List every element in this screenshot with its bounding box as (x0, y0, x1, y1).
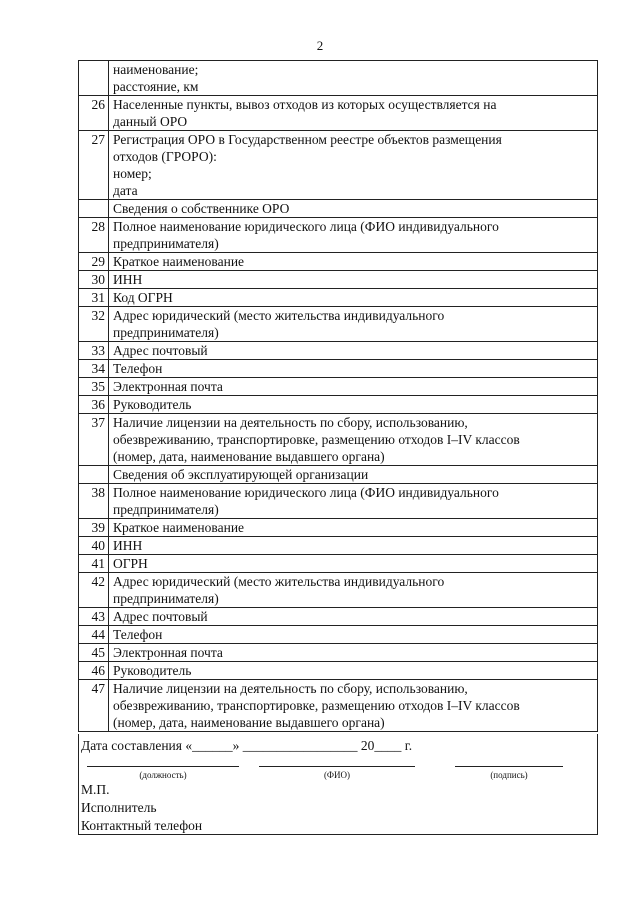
row-number (79, 61, 109, 95)
table-row (79, 396, 597, 414)
field-label-line: предпринимателя) (113, 236, 219, 251)
row-field-label (109, 662, 597, 679)
table-row (79, 484, 597, 519)
row-field-label (109, 573, 597, 607)
field-label-line: предпринимателя) (113, 591, 219, 606)
field-label-line: данный ОРО (113, 114, 188, 129)
stamp-label: М.П. (81, 782, 110, 797)
row-field-label (109, 626, 597, 643)
row-number (79, 200, 109, 217)
field-label-line: Адрес юридический (место жительства индивидуального (113, 574, 445, 589)
field-label-line: расстояние, км (113, 79, 199, 94)
field-label-line: ОГРН (113, 556, 148, 571)
fio-line[interactable] (259, 766, 415, 767)
row-number: 36 (79, 396, 109, 413)
row-number: 38 (79, 484, 109, 518)
row-number: 39 (79, 519, 109, 536)
row-field-label (109, 396, 597, 413)
row-number: 42 (79, 573, 109, 607)
table-row (79, 466, 597, 484)
table-row (79, 414, 597, 466)
table-row (79, 342, 597, 360)
row-number: 37 (79, 414, 109, 465)
position-caption: (должность) (139, 770, 187, 780)
table-row (79, 537, 597, 555)
form-footer (78, 734, 598, 835)
table-row (79, 289, 597, 307)
row-number: 34 (79, 360, 109, 377)
row-field-label (109, 414, 597, 465)
field-label-line: Регистрация ОРО в Государственном реестре объектов размещения (113, 132, 502, 147)
field-label-line: Адрес почтовый (113, 343, 208, 358)
table-row (79, 519, 597, 537)
field-label-line: ИНН (113, 272, 143, 287)
executor-label: Исполнитель (81, 800, 157, 815)
row-field-label (109, 271, 597, 288)
row-field-label (109, 61, 597, 95)
row-field-label (109, 96, 597, 130)
field-label-line: Адрес почтовый (113, 609, 208, 624)
table-row (79, 218, 597, 253)
table-row (79, 662, 597, 680)
field-label-line: Адрес юридический (место жительства индивидуального (113, 308, 445, 323)
table-row (79, 644, 597, 662)
row-field-label (109, 484, 597, 518)
row-number: 45 (79, 644, 109, 661)
field-label-line: Наличие лицензии на деятельность по сбору, использованию, (113, 415, 468, 430)
field-label-line: ИНН (113, 538, 143, 553)
field-label-line: номер; (113, 166, 152, 181)
row-number: 28 (79, 218, 109, 252)
field-label-line: (номер, дата, наименование выдавшего органа) (113, 715, 385, 730)
row-field-label (109, 378, 597, 395)
table-row (79, 555, 597, 573)
table-row (79, 360, 597, 378)
field-label-line: предпринимателя) (113, 502, 219, 517)
row-number: 41 (79, 555, 109, 572)
field-label-line: Полное наименование юридического лица (ФИО индивидуального (113, 485, 499, 500)
row-field-label (109, 608, 597, 625)
row-number: 46 (79, 662, 109, 679)
field-label-line: Наличие лицензии на деятельность по сбору, использованию, (113, 681, 468, 696)
field-label-line: Руководитель (113, 397, 192, 412)
field-label-line: Сведения об эксплуатирующей организации (113, 467, 369, 482)
position-line[interactable] (87, 766, 239, 767)
row-field-label (109, 680, 597, 731)
field-label-line: (номер, дата, наименование выдавшего органа) (113, 449, 385, 464)
field-label-line: Код ОГРН (113, 290, 173, 305)
row-field-label (109, 200, 597, 217)
field-label-line: дата (113, 183, 138, 198)
field-label-line: Телефон (113, 361, 163, 376)
field-label-line: Краткое наименование (113, 520, 245, 535)
field-label-line: Телефон (113, 627, 163, 642)
row-number: 40 (79, 537, 109, 554)
field-label-line: Краткое наименование (113, 254, 245, 269)
table-row (79, 608, 597, 626)
row-number: 47 (79, 680, 109, 731)
row-number: 32 (79, 307, 109, 341)
row-field-label (109, 218, 597, 252)
row-field-label (109, 537, 597, 554)
row-number: 31 (79, 289, 109, 306)
signature-line[interactable] (455, 766, 563, 767)
row-field-label (109, 644, 597, 661)
table-row (79, 573, 597, 608)
field-label-line: наименование; (113, 62, 199, 77)
row-field-label (109, 360, 597, 377)
date-of-compilation: Дата составления «______» _________________ 20____ г. (81, 738, 413, 753)
row-field-label (109, 519, 597, 536)
field-label-line: Электронная почта (113, 645, 223, 660)
field-label-line: отходов (ГРОРО): (113, 149, 217, 164)
row-field-label (109, 131, 597, 199)
field-label-line: обезвреживанию, транспортировке, размещению отходов I–IV классов (113, 698, 520, 713)
table-row (79, 253, 597, 271)
table-row (79, 61, 597, 96)
field-label-line: предпринимателя) (113, 325, 219, 340)
field-label-line: Электронная почта (113, 379, 223, 394)
table-row (79, 96, 597, 131)
row-field-label (109, 253, 597, 270)
row-field-label (109, 307, 597, 341)
row-number: 29 (79, 253, 109, 270)
row-number: 33 (79, 342, 109, 359)
form-table (78, 60, 598, 732)
contact-phone-label: Контактный телефон (81, 818, 203, 833)
field-label-line: Населенные пункты, вывоз отходов из которых осуществляется на (113, 97, 497, 112)
row-field-label (109, 555, 597, 572)
row-number: 44 (79, 626, 109, 643)
row-field-label (109, 289, 597, 306)
row-number: 43 (79, 608, 109, 625)
field-label-line: Сведения о собственнике ОРО (113, 201, 290, 216)
row-number: 26 (79, 96, 109, 130)
signature-caption: (подпись) (490, 770, 528, 780)
field-label-line: Полное наименование юридического лица (ФИО индивидуального (113, 219, 499, 234)
table-row (79, 378, 597, 396)
table-row (79, 307, 597, 342)
fio-caption: (ФИО) (323, 770, 351, 780)
row-number (79, 466, 109, 483)
row-number: 27 (79, 131, 109, 199)
row-number: 35 (79, 378, 109, 395)
field-label-line: обезвреживанию, транспортировке, размещению отходов I–IV классов (113, 432, 520, 447)
table-row (79, 200, 597, 218)
table-row (79, 271, 597, 289)
row-field-label (109, 466, 597, 483)
table-row (79, 131, 597, 200)
page-number: 2 (316, 38, 324, 53)
field-label-line: Руководитель (113, 663, 192, 678)
table-row (79, 680, 597, 732)
table-row (79, 626, 597, 644)
row-number: 30 (79, 271, 109, 288)
row-field-label (109, 342, 597, 359)
